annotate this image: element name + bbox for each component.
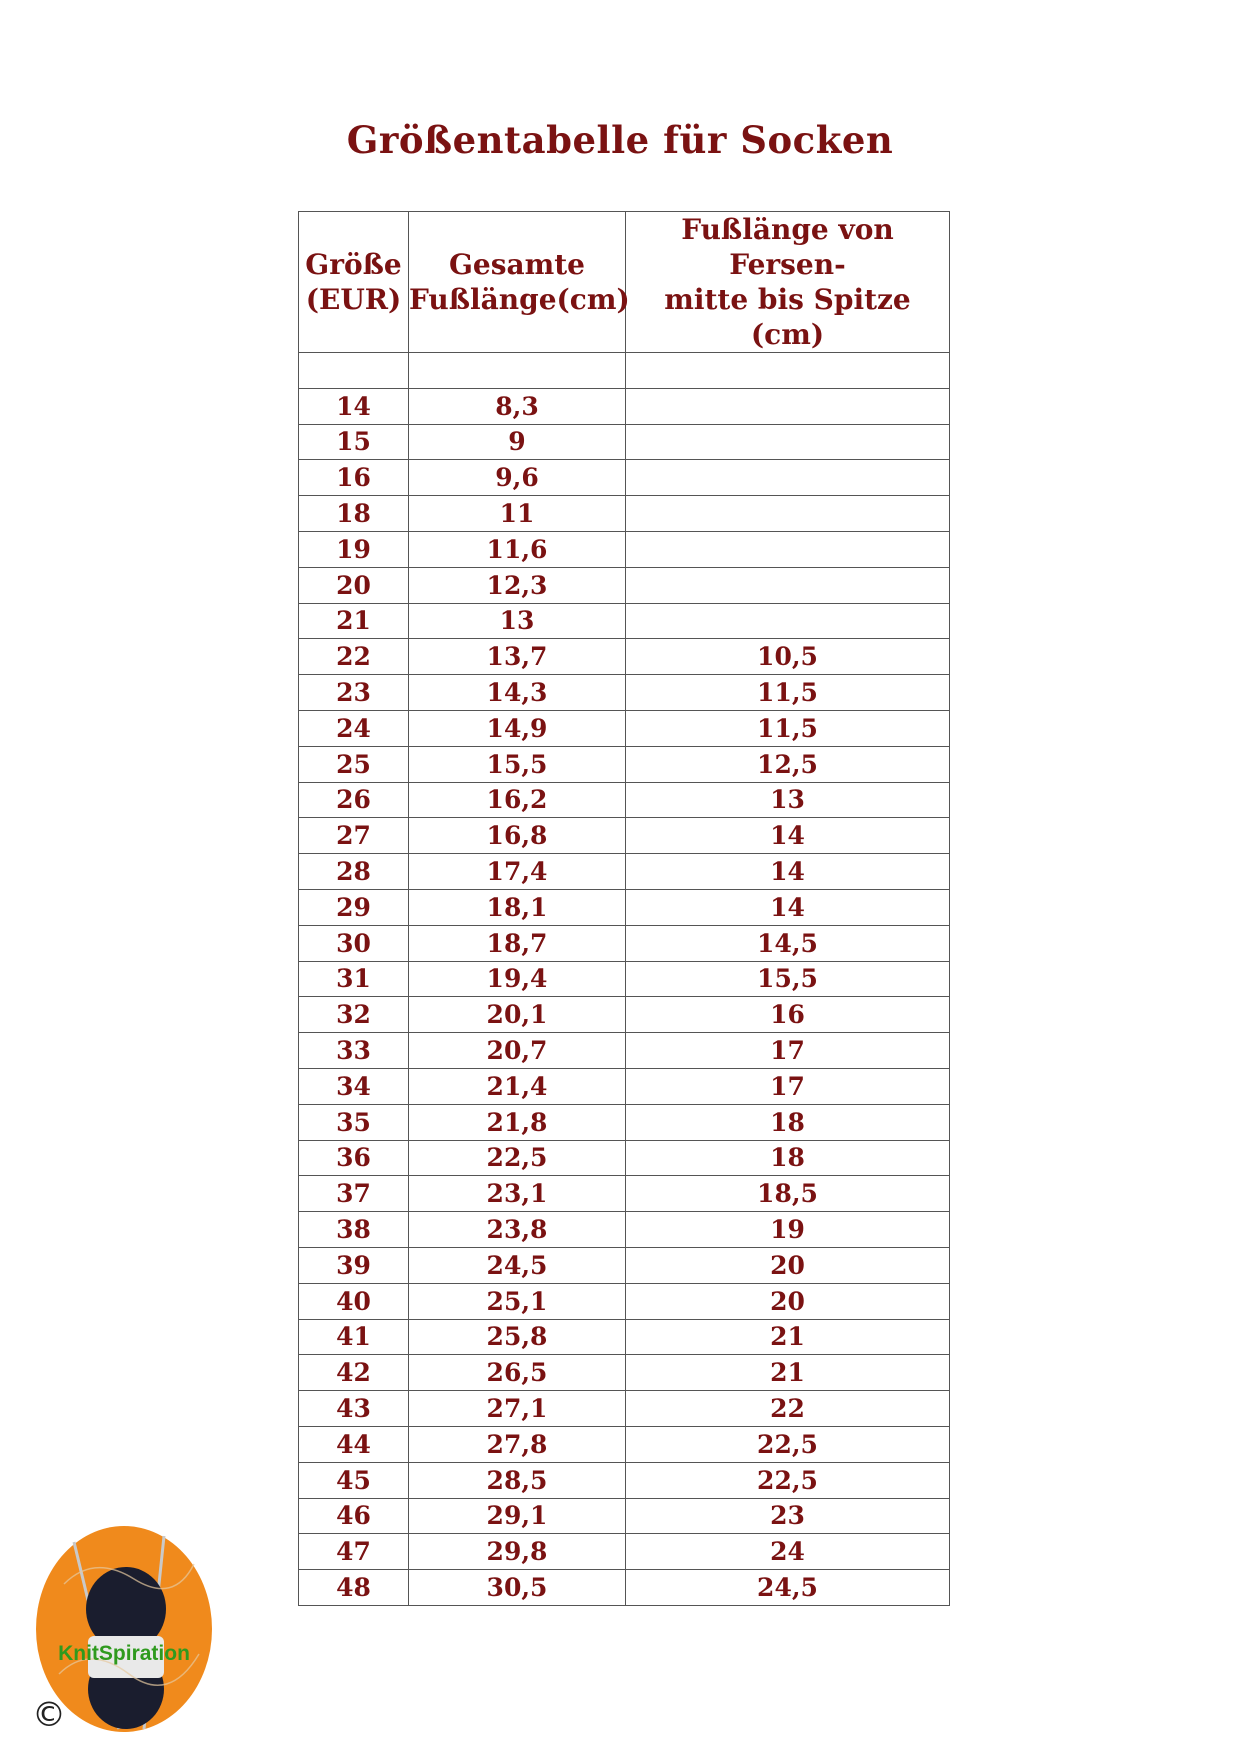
heel-to-toe-cell	[626, 567, 950, 603]
total-length-cell: 11	[409, 496, 626, 532]
total-length-cell: 21,4	[409, 1068, 626, 1104]
size-cell: 36	[299, 1140, 409, 1176]
size-cell: 26	[299, 782, 409, 818]
heel-to-toe-cell: 20	[626, 1283, 950, 1319]
table-header	[299, 212, 950, 353]
table-row	[299, 925, 950, 961]
total-length-cell: 27,1	[409, 1391, 626, 1427]
table-row	[299, 961, 950, 997]
size-cell: 47	[299, 1534, 409, 1570]
header-heel-to-toe	[626, 212, 950, 353]
heel-to-toe-cell: 22,5	[626, 1426, 950, 1462]
heel-to-toe-cell: 18	[626, 1104, 950, 1140]
total-length-cell: 16,8	[409, 818, 626, 854]
heel-to-toe-cell: 16	[626, 997, 950, 1033]
size-cell: 29	[299, 889, 409, 925]
header-size-line2: (EUR)	[305, 283, 402, 316]
table-row	[299, 1033, 950, 1069]
table-row	[299, 854, 950, 890]
total-length-cell	[409, 353, 626, 389]
total-length-cell: 9	[409, 424, 626, 460]
size-cell: 19	[299, 531, 409, 567]
table-row	[299, 1426, 950, 1462]
table-row	[299, 424, 950, 460]
size-cell: 23	[299, 675, 409, 711]
table-row	[299, 1283, 950, 1319]
table-row	[299, 353, 950, 389]
total-length-cell: 25,1	[409, 1283, 626, 1319]
size-cell: 48	[299, 1570, 409, 1606]
heel-to-toe-cell: 20	[626, 1247, 950, 1283]
total-length-cell: 24,5	[409, 1247, 626, 1283]
total-length-cell: 15,5	[409, 746, 626, 782]
heel-to-toe-cell: 13	[626, 782, 950, 818]
header-row	[299, 212, 950, 353]
header-size-line1: Größe	[305, 248, 402, 281]
table-row	[299, 531, 950, 567]
table-row	[299, 818, 950, 854]
table-row	[299, 710, 950, 746]
size-cell: 35	[299, 1104, 409, 1140]
copyright-symbol: ©	[32, 1695, 66, 1735]
table-row	[299, 639, 950, 675]
size-cell: 22	[299, 639, 409, 675]
header-total-line2: Fußlänge(cm)	[409, 283, 630, 316]
table-row	[299, 1247, 950, 1283]
heel-to-toe-cell: 18	[626, 1140, 950, 1176]
heel-to-toe-cell: 22,5	[626, 1462, 950, 1498]
total-length-cell: 30,5	[409, 1570, 626, 1606]
total-length-cell: 28,5	[409, 1462, 626, 1498]
total-length-cell: 26,5	[409, 1355, 626, 1391]
size-cell: 24	[299, 710, 409, 746]
table-body	[299, 353, 950, 1606]
heel-to-toe-cell: 24	[626, 1534, 950, 1570]
heel-to-toe-cell	[626, 603, 950, 639]
total-length-cell: 16,2	[409, 782, 626, 818]
table-row	[299, 1140, 950, 1176]
total-length-cell: 23,1	[409, 1176, 626, 1212]
heel-to-toe-cell: 11,5	[626, 675, 950, 711]
table-row	[299, 746, 950, 782]
total-length-cell: 22,5	[409, 1140, 626, 1176]
heel-to-toe-cell: 14,5	[626, 925, 950, 961]
heel-to-toe-cell: 21	[626, 1319, 950, 1355]
size-cell: 34	[299, 1068, 409, 1104]
total-length-cell: 8,3	[409, 388, 626, 424]
header-heel-line1: Fußlänge von Fersen-	[681, 213, 894, 281]
table-row	[299, 1176, 950, 1212]
heel-to-toe-cell	[626, 388, 950, 424]
header-heel-line2: mitte bis Spitze (cm)	[664, 283, 911, 351]
heel-to-toe-cell: 15,5	[626, 961, 950, 997]
size-cell: 21	[299, 603, 409, 639]
heel-to-toe-cell: 17	[626, 1068, 950, 1104]
table-row	[299, 1534, 950, 1570]
size-cell: 15	[299, 424, 409, 460]
size-cell: 28	[299, 854, 409, 890]
table-row	[299, 997, 950, 1033]
heel-to-toe-cell: 19	[626, 1212, 950, 1248]
table-row	[299, 496, 950, 532]
table-row	[299, 1355, 950, 1391]
size-cell: 44	[299, 1426, 409, 1462]
size-cell: 14	[299, 388, 409, 424]
heel-to-toe-cell: 14	[626, 854, 950, 890]
size-cell: 41	[299, 1319, 409, 1355]
size-cell: 18	[299, 496, 409, 532]
heel-to-toe-cell: 12,5	[626, 746, 950, 782]
table-row	[299, 603, 950, 639]
size-cell: 45	[299, 1462, 409, 1498]
total-length-cell: 18,1	[409, 889, 626, 925]
size-cell: 30	[299, 925, 409, 961]
total-length-cell: 21,8	[409, 1104, 626, 1140]
table-row	[299, 1498, 950, 1534]
total-length-cell: 13,7	[409, 639, 626, 675]
table-row	[299, 1570, 950, 1606]
size-cell: 37	[299, 1176, 409, 1212]
total-length-cell: 29,1	[409, 1498, 626, 1534]
logo-text: KnitSpiration	[58, 1642, 190, 1665]
table-row	[299, 567, 950, 603]
total-length-cell: 9,6	[409, 460, 626, 496]
heel-to-toe-cell	[626, 424, 950, 460]
table-row	[299, 889, 950, 925]
heel-to-toe-cell: 10,5	[626, 639, 950, 675]
table-row	[299, 1068, 950, 1104]
table-row	[299, 1391, 950, 1427]
size-cell: 38	[299, 1212, 409, 1248]
total-length-cell: 20,7	[409, 1033, 626, 1069]
heel-to-toe-cell: 14	[626, 818, 950, 854]
table-row	[299, 388, 950, 424]
heel-to-toe-cell: 22	[626, 1391, 950, 1427]
total-length-cell: 17,4	[409, 854, 626, 890]
size-cell: 42	[299, 1355, 409, 1391]
table-row	[299, 1462, 950, 1498]
size-cell	[299, 353, 409, 389]
size-cell: 25	[299, 746, 409, 782]
heel-to-toe-cell: 11,5	[626, 710, 950, 746]
heel-to-toe-cell: 18,5	[626, 1176, 950, 1212]
total-length-cell: 29,8	[409, 1534, 626, 1570]
header-size	[299, 212, 409, 353]
total-length-cell: 23,8	[409, 1212, 626, 1248]
size-cell: 43	[299, 1391, 409, 1427]
total-length-cell: 13	[409, 603, 626, 639]
total-length-cell: 19,4	[409, 961, 626, 997]
header-total-length	[409, 212, 630, 353]
size-cell: 46	[299, 1498, 409, 1534]
size-cell: 16	[299, 460, 409, 496]
heel-to-toe-cell	[626, 353, 950, 389]
heel-to-toe-cell: 14	[626, 889, 950, 925]
total-length-cell: 27,8	[409, 1426, 626, 1462]
size-cell: 20	[299, 567, 409, 603]
size-cell: 33	[299, 1033, 409, 1069]
heel-to-toe-cell: 23	[626, 1498, 950, 1534]
heel-to-toe-cell: 24,5	[626, 1570, 950, 1606]
table-row	[299, 782, 950, 818]
heel-to-toe-cell: 17	[626, 1033, 950, 1069]
header-total-line1: Gesamte	[448, 248, 585, 281]
heel-to-toe-cell: 21	[626, 1355, 950, 1391]
total-length-cell: 20,1	[409, 997, 626, 1033]
page-title: Größentabelle für Socken	[346, 118, 894, 162]
table-row	[299, 675, 950, 711]
size-cell: 31	[299, 961, 409, 997]
total-length-cell: 14,3	[409, 675, 626, 711]
heel-to-toe-cell	[626, 531, 950, 567]
heel-to-toe-cell	[626, 460, 950, 496]
table-row	[299, 460, 950, 496]
size-cell: 27	[299, 818, 409, 854]
size-table	[298, 211, 950, 1606]
heel-to-toe-cell	[626, 496, 950, 532]
table-row	[299, 1104, 950, 1140]
size-cell: 40	[299, 1283, 409, 1319]
total-length-cell: 25,8	[409, 1319, 626, 1355]
total-length-cell: 14,9	[409, 710, 626, 746]
total-length-cell: 11,6	[409, 531, 626, 567]
size-cell: 32	[299, 997, 409, 1033]
table-row	[299, 1319, 950, 1355]
total-length-cell: 12,3	[409, 567, 626, 603]
size-cell: 39	[299, 1247, 409, 1283]
table-row	[299, 1212, 950, 1248]
total-length-cell: 18,7	[409, 925, 626, 961]
